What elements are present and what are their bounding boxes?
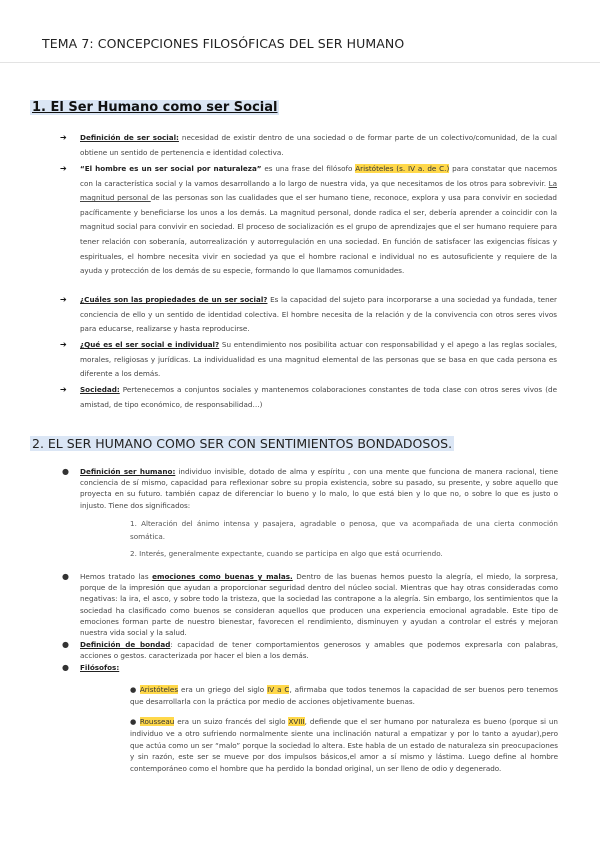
list-item [62,662,558,673]
highlight-aristoteles-name: Aristóteles [139,685,179,694]
item-text: individuo invisible, dotado de alma y espíritu , con una mente que funciona de manera racional, tiene conciencia de sí mismo, capacidad para reflexionar sobre su propia existencia, sobre su pasado, su presente, y sobre aquello que proyecta en su futuro. también capaz de diferenciar lo bueno y lo malo, lo que está bien y lo que no, o sobre lo que es justo o injusto. Tiene dos significados: [80,467,558,510]
section-1-title: 1. El Ser Humano como ser Social [32,100,278,115]
item-text: necesidad de existir dentro de una sociedad o de formar parte de un colectivo/comunidad, de la cual obtiene un sentido de pertenencia e identidad colectiva. [80,133,557,157]
meaning-2: 2. Interés, generalmente expectante, cuando se participa en algo que está ocurriendo. [130,549,443,558]
item-text: de las personas son las cualidades que el ser humano tiene, reconoce, explora y usa para convivir en sociedad pacíficamente y beneficiarse los unos a los demás. La magnitud personal, donde radica el ser, debería aprender a coincidir con la magnitud social para convivir en sociedad. El proceso de socialización es el grupo de aprendizajes que el ser humano requiere para tener relación con soberanía, autorrealización y autorregulación en una sociedad. En función de satisfacer las exigencias físicas y espirituales, el hombre necesita vivir en sociedad ya que el hombre racional e individual no es autosuficiente y requiere de la ayuda y protección de los demás de su especie, formando lo que llamamos comunidades. [80,193,557,276]
highlight-century: XVIII [288,717,305,726]
header-divider [0,62,600,63]
item-text: , afirmaba que todos tenemos la capacidad de ser buenos pero tenemos que desarrollarla con la práctica por medio de acciones objetivamente buenas. [130,685,558,706]
arrow-bullet-icon: ➔ [60,295,67,304]
page-header-title: TEMA 7: CONCEPCIONES FILOSÓFICAS DEL SER HUMANO [42,36,405,51]
bullet-icon: ● [130,717,137,726]
term-propiedades: ¿Cuáles son las propiedades de un ser social? [80,295,268,304]
term-sociedad: Sociedad: [80,385,120,394]
meaning-1: 1. Alteración del ánimo intensa y pasajera, agradable o penosa, que va acompañada de una cierta conmoción somática. [130,519,558,541]
bullet-icon: ● [62,663,69,672]
item-text: era un griego del siglo [178,685,268,694]
term-emociones: emociones como buenas y malas. [152,572,293,581]
item-text: era un suizo francés del siglo [174,717,289,726]
item-text: Es la capacidad del sujeto para incorporarse a una sociedad ya fundada, tener conciencia de ello y un sentido de identidad colectiva. El hombre necesita de la relación y de la convivencia con otros seres vivos para educarse, realizarse y hasta reproducirse. [80,295,557,334]
philosopher-aristoteles [130,684,558,708]
highlight-rousseau-name: Rousseau [139,717,175,726]
term-ser-humano: Definición ser humano: [80,467,176,476]
term-filosofos: Filósofos: [80,663,120,672]
bullet-icon: ● [62,572,69,581]
arrow-bullet-icon: ➔ [60,164,67,173]
arrow-bullet-icon: ➔ [60,340,67,349]
list-item [60,131,557,160]
list-item [60,338,557,382]
item-text: Su entendimiento nos posibilita actuar con responsabilidad y el apego a las reglas sociales, morales, religiosas y jurídicas. La individualidad es una magnitud elemental de las personas que se basa en que cada persona es diferente a los demás. [80,340,558,379]
list-item [60,293,557,337]
bullet-icon: ● [62,640,69,649]
quote-aristoteles: “El hombre es un ser social por naturaleza” [80,164,262,173]
item-text: Hemos tratado las [80,572,153,581]
bullet-icon: ● [62,467,69,476]
highlight-aristoteles: Aristóteles (s. IV a. de C.) [355,164,450,173]
list-item [60,383,557,412]
item-text: Pertenecemos a conjuntos sociales y mantenemos colaboraciones constantes de toda clase con otros seres vivos (de amistad, de tipo económico, de responsabilidad…) [80,385,557,409]
item-text: es una frase del filósofo [261,164,356,173]
list-item [60,162,557,279]
list-item [62,639,558,661]
item-text: , defiende que el ser humano por naturaleza es bueno (porque si un individuo ve a otro sufriendo normalmente siente una inclinación natural a empatizar y por lo tanto a ayudar),pero que actúa como un ser “malo” porque la sociedad lo altera. Este habla de un estado de naturaleza sin preocupaciones y sin razón, este ser se mueve por dos impulsos básicos,el amor a sí mismo y lástima. Luego define al hombre contemporáneo como el hombre que ha perdido la bondad original, un ser lleno de odio y degenerado. [130,717,558,774]
term-ser-social: Definición de ser social: [80,133,179,142]
underline-magnitud-personal: La magnitud personal [80,178,557,203]
item-text: : capacidad de tener comportamientos generosos y amables que podemos expresarla con palabras, acciones o gestos. caracterizada por hacer el bien a los demás. [80,640,558,661]
item-text: Dentro de las buenas hemos puesto la alegría, el miedo, la sorpresa, porque de la impresión que ayudan a proporcionar seguridad dentro del núcleo social. Mientras que hay otras consideradas como negativas: la ira, el asco, y sobre todo la tristeza, que la sociedad las contrapone a la alegría. Sin embargo, los sentimientos que la sociedad ha clasificado como buenos se consideran aquellos que producen una experiencia emocional agradable. Este tipo de emociones forman parte de nuestro bienestar, favorecen el rendimiento, disminuyen y ayudan a controlar el estrés y mejoran nuestra vida social y la salud. [80,572,558,638]
term-social-individual: ¿Qué es el ser social e individual? [80,340,220,349]
arrow-bullet-icon: ➔ [60,133,67,142]
list-item [62,466,558,511]
philosopher-rousseau [130,716,558,775]
arrow-bullet-icon: ➔ [60,385,67,394]
section-2-title: 2. EL SER HUMANO COMO SER CON SENTIMIENTOS BONDADOSOS. [32,436,453,451]
item-text: para constatar que nacemos con la característica social y la vamos desarrollando a lo largo de nuestra vida, ya que necesitamos de los otros para sobrevivir. [80,164,557,188]
bullet-icon: ● [130,685,137,694]
highlight-century: IV a C [267,685,290,694]
term-bondad: Definición de bondad [80,640,171,649]
list-item [62,571,558,638]
